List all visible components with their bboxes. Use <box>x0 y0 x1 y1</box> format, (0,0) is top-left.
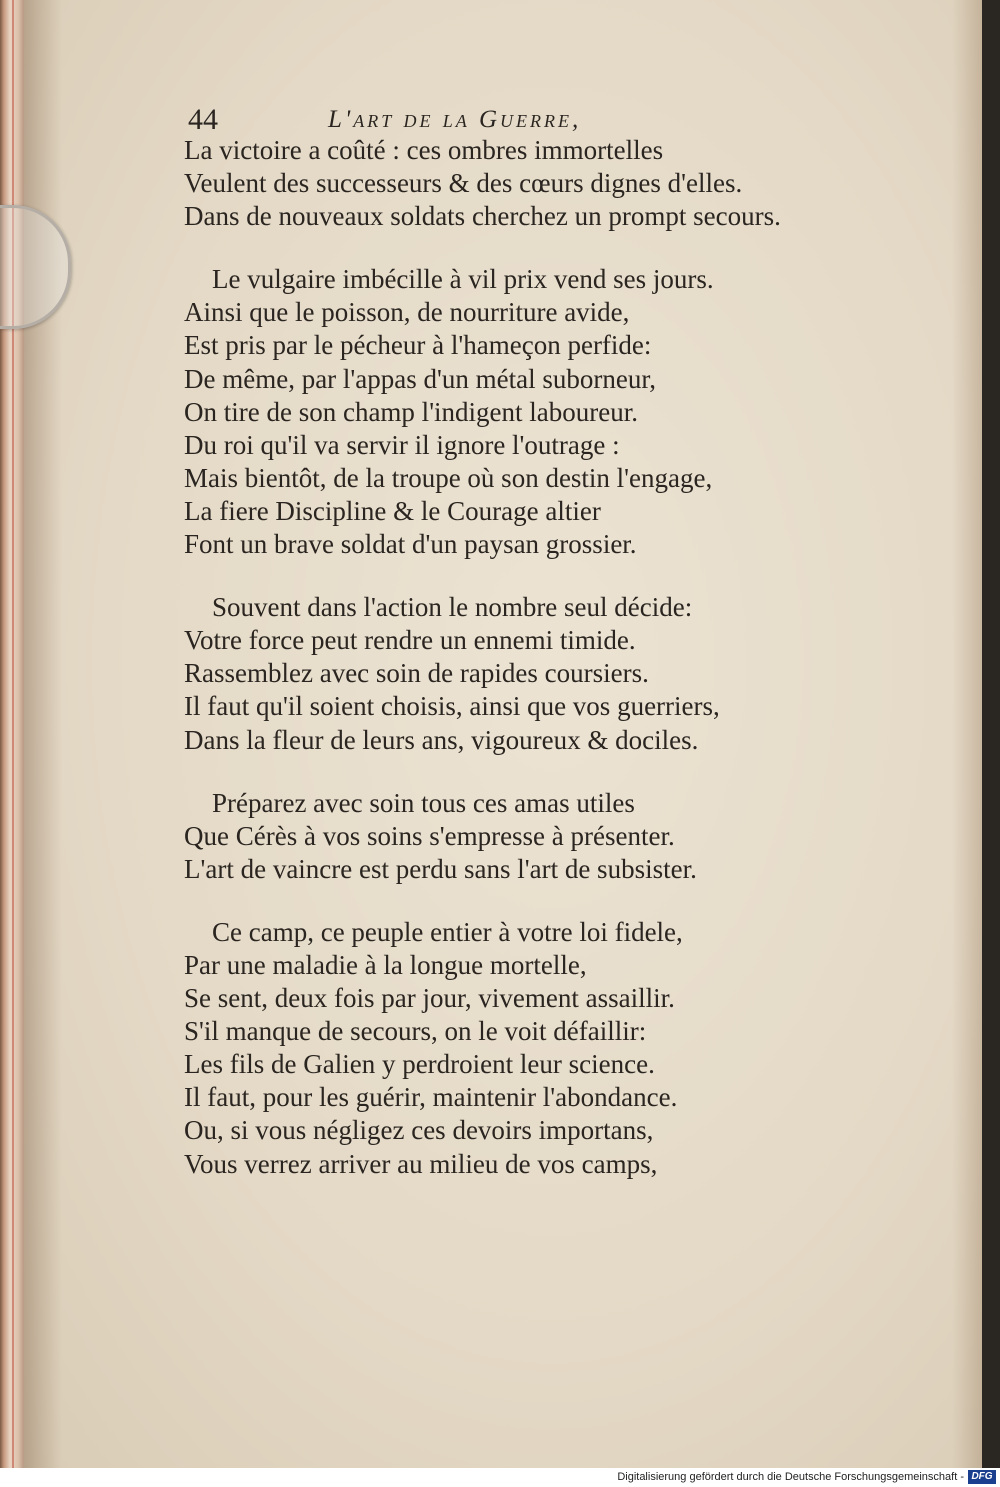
verse-line: Le vulgaire imbécille à vil prix vend ses jours. <box>212 264 714 295</box>
verse-line: Souvent dans l'action le nombre seul décide: <box>212 592 693 623</box>
verse-line: Dans la fleur de leurs ans, vigoureux & dociles. <box>184 724 699 755</box>
poem-text <box>184 134 824 1181</box>
verse-line: Ou, si vous négligez ces devoirs importans, <box>184 1115 654 1146</box>
verse-line: Mais bientôt, de la troupe où son destin l'engage, <box>184 462 713 493</box>
verse-line: Rassemblez avec soin de rapides coursiers. <box>184 658 649 689</box>
verse-line: La victoire a coûté : ces ombres immortelles <box>184 135 664 165</box>
stanza <box>184 916 824 1181</box>
verse-line: L'art de vaincre est perdu sans l'art de subsister. <box>184 853 697 884</box>
verse-line: Il faut, pour les guérir, maintenir l'abondance. <box>184 1082 678 1113</box>
stanza <box>184 787 824 886</box>
verse-line: Ainsi que le poisson, de nourriture avide, <box>184 297 630 328</box>
verse-line: Il faut qu'il soient choisis, ainsi que vos guerriers, <box>184 691 720 722</box>
stanza-gap <box>184 233 824 263</box>
verse-line: Du roi qu'il va servir il ignore l'outrage : <box>184 429 620 460</box>
verse-line: Ce camp, ce peuple entier à votre loi fidele, <box>212 916 683 947</box>
verse-line: Par une maladie à la longue mortelle, <box>184 949 587 980</box>
stanza <box>184 263 824 561</box>
footer-bar <box>0 1468 1000 1487</box>
verse-line: Préparez avec soin tous ces amas utiles <box>212 787 635 818</box>
verse-line: Veulent des successeurs & des cœurs dignes d'elles. <box>184 168 743 199</box>
stanza <box>184 134 824 233</box>
stanza-gap <box>184 886 824 916</box>
verse-line: Votre force peut rendre un ennemi timide. <box>184 625 636 656</box>
page-header <box>188 102 708 138</box>
stanza-gap <box>184 561 824 591</box>
verse-line: De même, par l'appas d'un métal suborneur, <box>184 363 656 394</box>
verse-line: Vous verrez arriver au milieu de vos camps, <box>184 1148 658 1179</box>
dfg-logo-icon[interactable]: DFG <box>968 1470 996 1484</box>
verse-line: Est pris par le pécheur à l'hameçon perfide: <box>184 330 652 361</box>
verse-line: Que Cérès à vos soins s'empresse à présenter. <box>184 820 675 851</box>
funding-credit: Digitalisierung gefördert durch die Deutsche Forschungsgemeinschaft - <box>617 1471 964 1483</box>
verse-line: La fiere Discipline & le Courage altier <box>184 495 601 526</box>
running-title: L'art de la Guerre, <box>328 106 582 133</box>
verse-line: On tire de son champ l'indigent laboureur. <box>184 396 639 427</box>
verse-line: Dans de nouveaux soldats cherchez un prompt secours. <box>184 201 781 232</box>
page-number: 44 <box>188 103 218 136</box>
stanza-gap <box>184 757 824 787</box>
verse-line: Se sent, deux fois par jour, vivement assaillir. <box>184 983 675 1014</box>
verse-line: S'il manque de secours, on le voit défaillir: <box>184 1016 647 1047</box>
verse-line: Les fils de Galien y perdroient leur science. <box>184 1049 655 1080</box>
verse-line: Font un brave soldat d'un paysan grossier. <box>184 529 637 560</box>
stanza <box>184 591 824 756</box>
